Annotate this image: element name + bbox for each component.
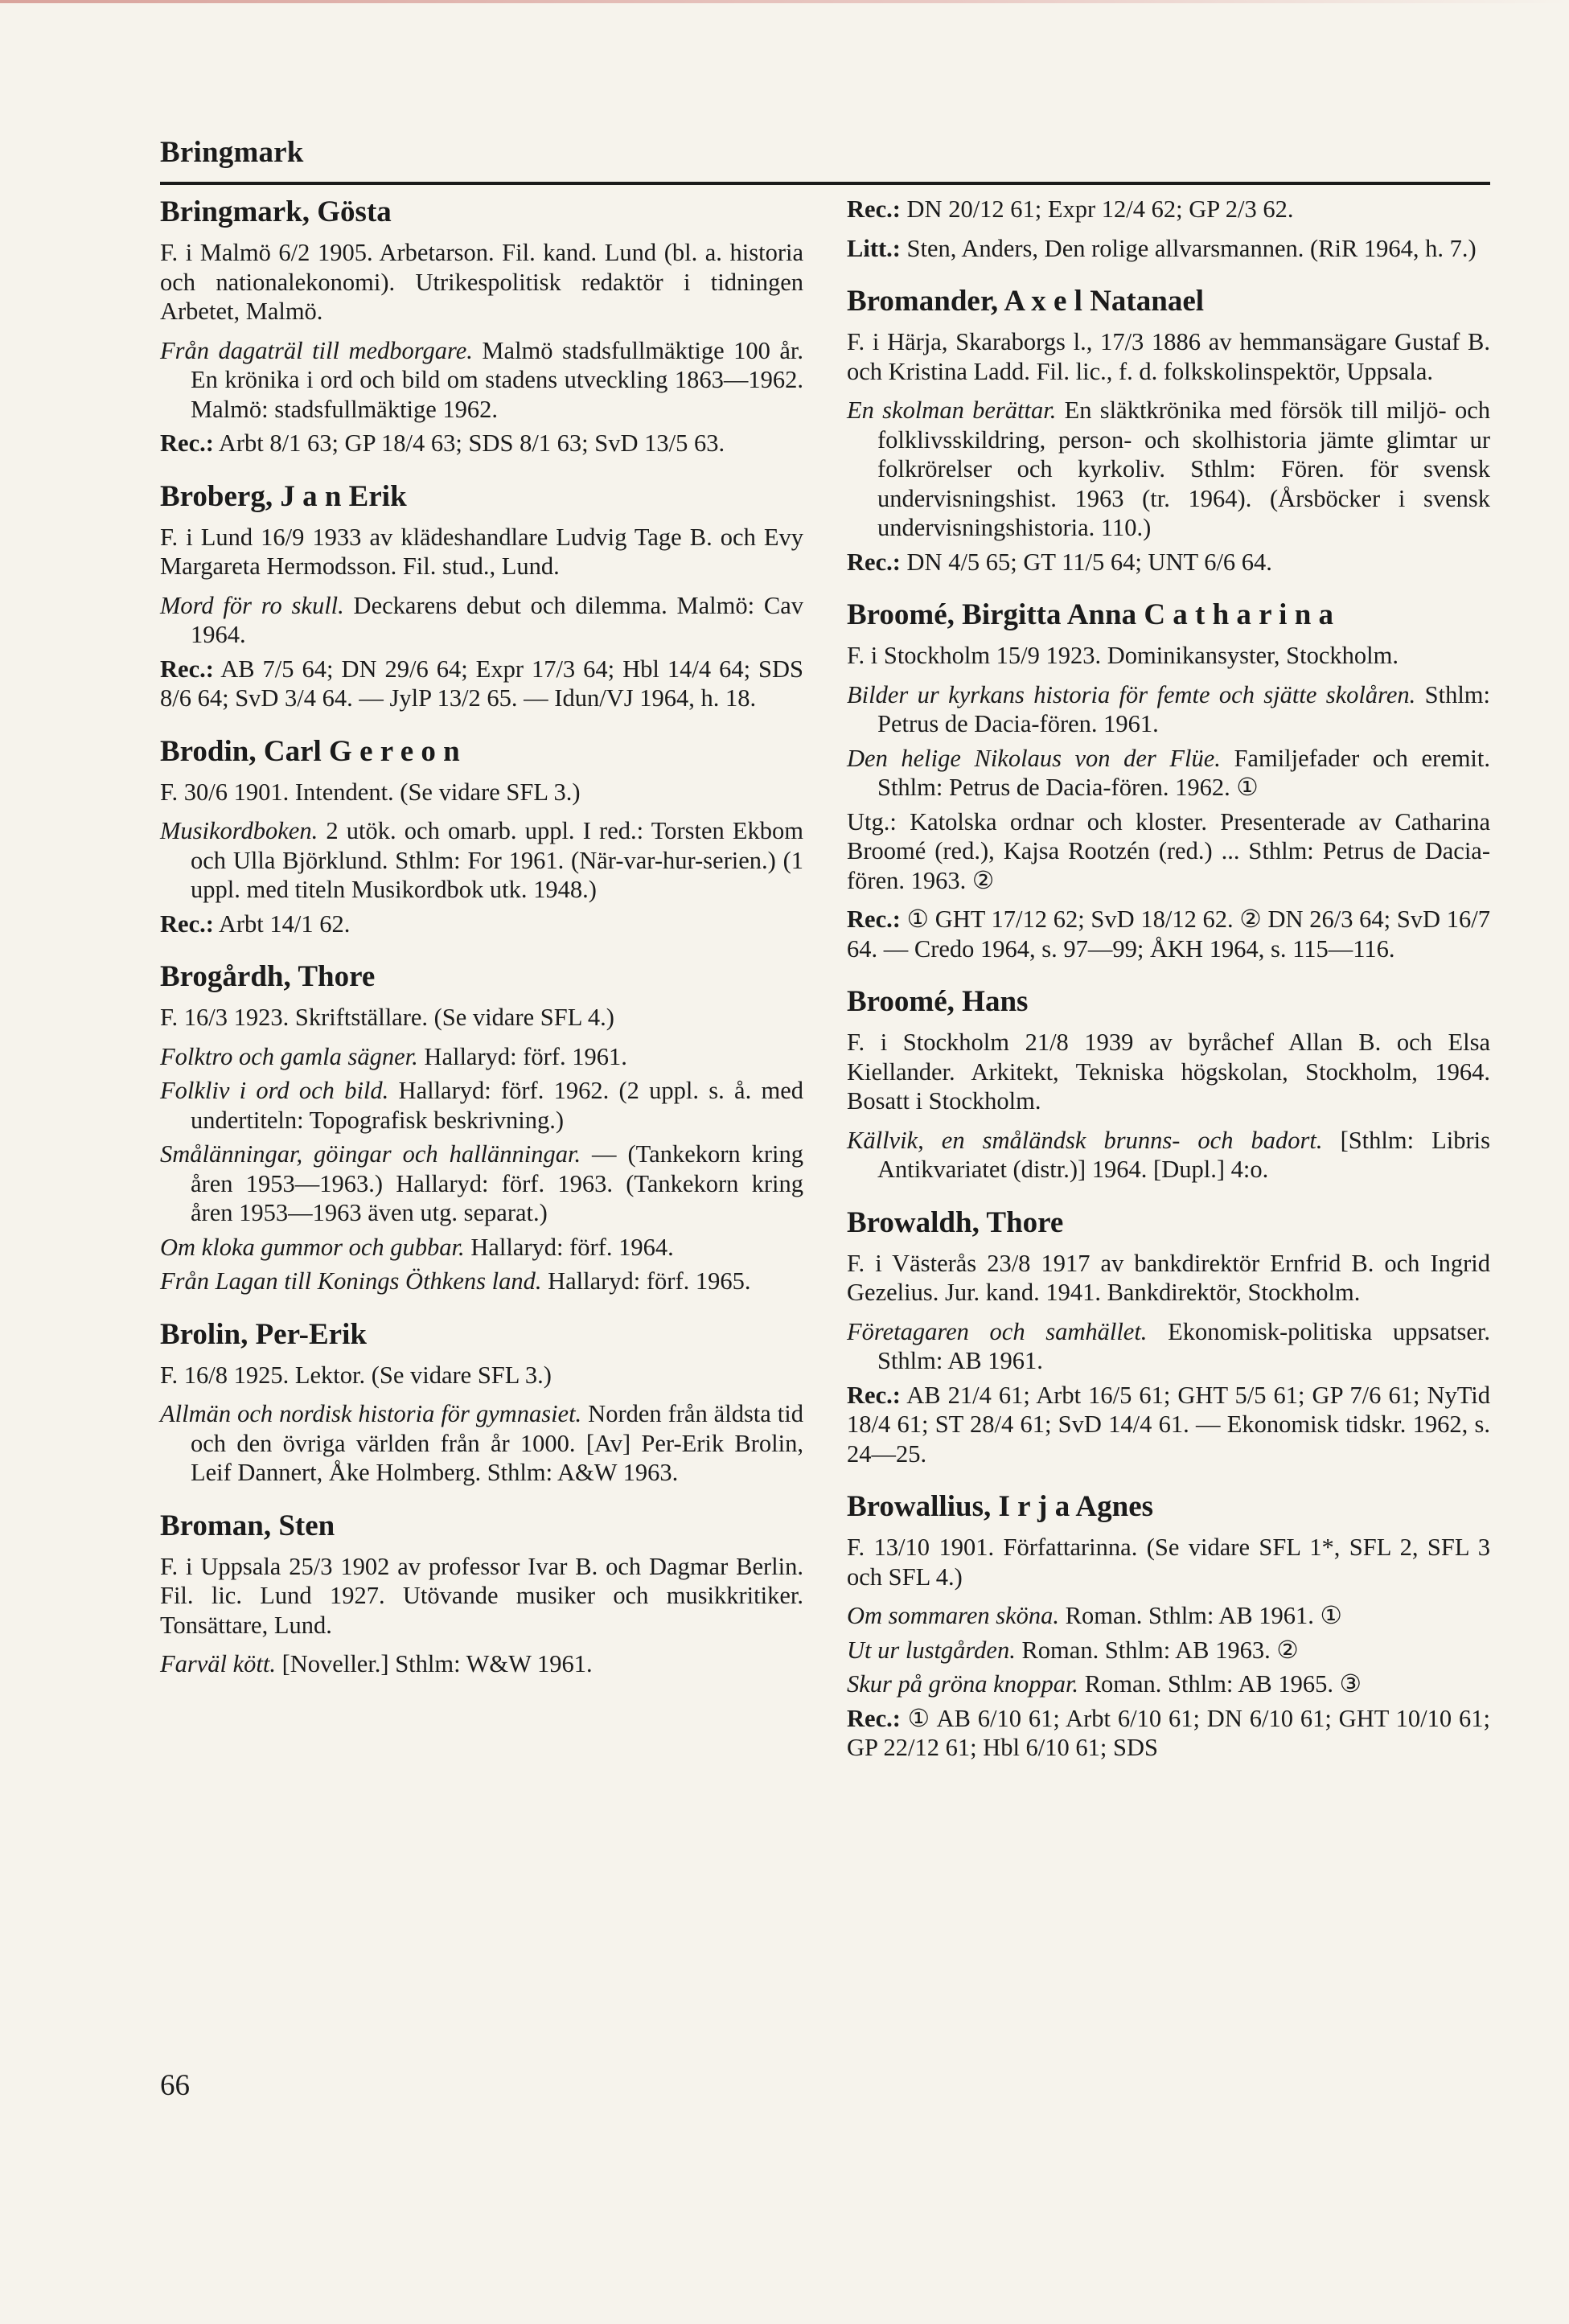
work-title: Bilder ur kyrkans historia för femte och sjätte skolåren. <box>847 680 1416 708</box>
editor-note: Utg.: Katolska ordnar och kloster. Presenterade av Catharina Broomé (red.), Kajsa Rootzén (red.) ... Sthlm: Petrus de Dacia-fören. 1963. ② <box>847 807 1490 894</box>
work-details: Norden från äldsta tid och den övriga världen från år 1000. [Av] Per-Erik Brolin, Leif Dannert, Åke Holmberg. Sthlm: A&W 1963. <box>191 1400 803 1486</box>
entry-bio: F. i Härja, Skaraborgs l., 17/3 1886 av hemmansägare Gustaf B. och Kristina Ladd. Fil. lic., f. d. folkskolinspektör, Uppsala. <box>847 328 1490 385</box>
reviews-text: ① GHT 17/12 62; SvD 18/12 62. ② DN 26/3 64; SvD 16/7 64. — Credo 1964, s. 97—99; ÅKH 1964, s. 115—116. <box>847 905 1490 963</box>
reviews <box>847 905 1490 963</box>
work-title: En skolman berättar. <box>847 396 1057 424</box>
work-title: Mord för ro skull. <box>160 591 344 619</box>
work-item <box>160 1649 803 1679</box>
reviews-label: Rec.: <box>847 1381 901 1409</box>
work-item <box>160 1399 803 1488</box>
reviews-label: Rec.: <box>160 655 214 683</box>
work-item <box>160 1233 803 1263</box>
reviews-text: AB 7/5 64; DN 29/6 64; Expr 17/3 64; Hbl 14/4 64; SDS 8/6 64; SvD 3/4 64. — JylP 13/2 65. — Idun/VJ 1964, h. 18. <box>160 655 803 712</box>
work-details: Roman. Sthlm: AB 1961. ① <box>1059 1602 1342 1629</box>
entry <box>160 959 803 1296</box>
entry-name: Bromander, A x e l Natanael <box>847 285 1205 318</box>
entry-name: Bringmark, Gösta <box>160 195 392 228</box>
work-details: Hallaryd: förf. 1962. (2 uppl. s. å. med undertiteln: Topografisk beskrivning.) <box>191 1077 804 1134</box>
entry-bio: F. i Västerås 23/8 1917 av bankdirektör Ernfrid B. och Ingrid Gezelius. Jur. kand. 1941. Bankdirektör, Stockholm. <box>847 1249 1490 1306</box>
running-head: Bringmark <box>160 136 304 169</box>
reviews <box>160 429 803 458</box>
work-title: Om sommaren sköna. <box>847 1602 1060 1629</box>
entry <box>847 195 1490 263</box>
entry <box>847 597 1490 963</box>
reviews <box>847 1381 1490 1469</box>
reviews <box>847 548 1490 577</box>
work-item <box>847 744 1490 803</box>
entry-bio: F. i Malmö 6/2 1905. Arbetarson. Fil. kand. Lund (bl. a. historia och nationalekonomi). Utrikespolitisk redaktör i tidningen Arbetet, Malmö. <box>160 239 803 325</box>
entry-name: Broomé, Birgitta Anna C a t h a r i n a <box>847 598 1334 631</box>
work-title: Företagaren och samhället. <box>847 1317 1148 1345</box>
work-title: Ut ur lustgården. <box>847 1636 1016 1664</box>
entry-bio: F. i Stockholm 21/8 1939 av byråchef Allan B. och Elsa Kiellander. Arkitekt, Tekniska högskolan, Stockholm, 1964. Bosatt i Stockholm. <box>847 1029 1490 1115</box>
reviews-label: Rec.: <box>847 195 901 223</box>
work-title: Källvik, en småländsk brunns- och badort. <box>847 1126 1323 1154</box>
work-details: [Noveller.] Sthlm: W&W 1961. <box>276 1650 593 1677</box>
work-details: En släktkrönika med försök till miljö- och folklivsskildring, person- och skolhistoria jämte glimtar ur folkrörelser och kyrkoliv. Sthlm: Fören. för svensk undervisningshist. 1963 (tr. 1964). (Årsböcker i svensk undervisningshistoria. 110.) <box>877 396 1490 541</box>
top-edge-rule <box>0 0 1569 3</box>
literature-label: Litt.: <box>847 234 901 262</box>
work-details: — (Tankekorn kring åren 1953—1963.) Hallaryd: förf. 1963. (Tankekorn kring åren 1953—1963 även utg. separat.) <box>191 1140 803 1226</box>
reviews <box>160 909 803 939</box>
entry-bio: F. 16/8 1925. Lektor. (Se vidare SFL 3.) <box>160 1361 552 1389</box>
left-column <box>160 195 803 1700</box>
work-item <box>847 1126 1490 1185</box>
work-title: Musikordboken. <box>160 817 318 844</box>
entry-bio: F. i Uppsala 25/3 1902 av professor Ivar B. och Dagmar Berlin. Fil. lic. Lund 1927. Utövande musiker och musikkritiker. Tonsättare, Lund. <box>160 1552 803 1639</box>
reviews-text: Arbt 14/1 62. <box>213 909 351 938</box>
entry-name: Broberg, J a n Erik <box>160 479 407 513</box>
work-item <box>160 816 803 905</box>
work-details: Ekonomisk-politiska uppsatser. Sthlm: AB 1961. <box>877 1317 1490 1374</box>
entry-bio: F. 13/10 1901. Författarinna. (Se vidare SFL 1*, SFL 2, SFL 3 och SFL 4.) <box>847 1534 1490 1591</box>
reviews-label: Rec.: <box>160 909 214 938</box>
reviews-label: Rec.: <box>847 905 901 933</box>
work-item <box>160 591 803 650</box>
entry-bio: F. 30/6 1901. Intendent. (Se vidare SFL 3.) <box>160 778 581 806</box>
work-item <box>847 680 1490 739</box>
entry <box>847 284 1490 577</box>
work-details: Hallaryd: förf. 1964. <box>464 1233 674 1261</box>
entry <box>160 1317 803 1488</box>
work-title: Från Lagan till Konings Öthkens land. <box>160 1267 542 1295</box>
work-item <box>160 1042 803 1072</box>
work-title: Folktro och gamla sägner. <box>160 1042 418 1070</box>
work-title: Från dagaträl till medborgare. <box>160 336 473 364</box>
entry-name: Broomé, Hans <box>847 985 1029 1018</box>
work-item <box>847 396 1490 543</box>
work-title: Folkliv i ord och bild. <box>160 1077 389 1104</box>
reviews <box>847 1704 1490 1763</box>
work-item <box>847 1317 1490 1376</box>
reviews-text: AB 21/4 61; Arbt 16/5 61; GHT 5/5 61; GP 7/6 61; NyTid 18/4 61; ST 28/4 61; SvD 14/4 61. — Ekonomisk tidskr. 1962, s. 24—25. <box>847 1381 1490 1468</box>
work-title: Farväl kött. <box>160 1650 276 1677</box>
page-number: 66 <box>160 2069 190 2102</box>
reviews-text: DN 20/12 61; Expr 12/4 62; GP 2/3 62. <box>900 195 1294 223</box>
work-item <box>160 1267 803 1296</box>
entry-bio: F. 16/3 1923. Skriftställare. (Se vidare SFL 4.) <box>160 1004 614 1031</box>
work-item <box>847 1669 1490 1699</box>
reviews <box>847 195 1490 224</box>
work-title: Smålänningar, göingar och hallänningar. <box>160 1140 581 1168</box>
entry <box>847 1489 1490 1763</box>
entry <box>160 195 803 458</box>
literature <box>847 234 1490 264</box>
work-details: Hallaryd: förf. 1961. <box>417 1042 627 1070</box>
work-details: Malmö stadsfullmäktige 100 år. En krönika i ord och bild om stadens utveckling 1863—1962. Malmö: stadsfullmäktige 1962. <box>191 336 804 423</box>
entry <box>847 1205 1490 1469</box>
reviews-text: DN 4/5 65; GT 11/5 64; UNT 6/6 64. <box>900 548 1272 576</box>
work-details: Sthlm: Petrus de Dacia-fören. 1961. <box>877 680 1490 737</box>
right-column <box>847 195 1490 1784</box>
work-item <box>847 1636 1490 1665</box>
work-item <box>160 1139 803 1228</box>
reviews-text: Arbt 8/1 63; GP 18/4 63; SDS 8/1 63; SvD 13/5 63. <box>213 429 725 457</box>
work-details: 2 utök. och omarb. uppl. I red.: Torsten Ekbom och Ulla Björklund. Sthlm: For 1961. (När-var-hur-serien.) (1 uppl. med titeln Musikordbok utk. 1948.) <box>191 817 803 903</box>
reviews-label: Rec.: <box>160 429 214 457</box>
literature-text: Sten, Anders, Den rolige allvarsmannen. (RiR 1964, h. 7.) <box>900 234 1477 262</box>
reviews-label: Rec.: <box>847 1704 901 1732</box>
entry-name: Brogårdh, Thore <box>160 960 376 993</box>
work-title: Skur på gröna knoppar. <box>847 1670 1079 1698</box>
work-item <box>847 1601 1490 1631</box>
work-details: Familjefader och eremit. Sthlm: Petrus de Dacia-fören. 1962. ① <box>877 744 1491 801</box>
entry-bio: F. i Lund 16/9 1933 av klädeshandlare Ludvig Tage B. och Evy Margareta Hermodsson. Fil. stud., Lund. <box>160 523 803 580</box>
work-details: Roman. Sthlm: AB 1965. ③ <box>1078 1670 1362 1698</box>
work-item <box>160 1076 803 1135</box>
entry-name: Brodin, Carl G e r e o n <box>160 734 460 768</box>
work-title: Om kloka gummor och gubbar. <box>160 1233 465 1261</box>
entry <box>847 984 1490 1185</box>
work-item <box>160 336 803 425</box>
entry-bio: F. i Stockholm 15/9 1923. Dominikansyster, Stockholm. <box>847 642 1399 669</box>
entry-name: Browaldh, Thore <box>847 1205 1064 1239</box>
work-details: [Sthlm: Libris Antikvariatet (distr.)] 1964. [Dupl.] 4:o. <box>877 1126 1490 1183</box>
reviews <box>160 655 803 713</box>
header-rule <box>160 182 1490 185</box>
reviews-text: ① AB 6/10 61; Arbt 6/10 61; DN 6/10 61; GHT 10/10 61; GP 22/12 61; Hbl 6/10 61; SDS <box>847 1704 1490 1761</box>
entry-name: Brolin, Per-Erik <box>160 1317 367 1351</box>
entry-name: Browallius, I r j a Agnes <box>847 1490 1154 1523</box>
entry-name: Broman, Sten <box>160 1509 335 1542</box>
work-title: Den helige Nikolaus von der Flüe. <box>847 744 1221 772</box>
reviews-label: Rec.: <box>847 548 901 576</box>
entry <box>160 734 803 939</box>
entry <box>160 479 803 713</box>
entry <box>160 1509 803 1679</box>
work-details: Roman. Sthlm: AB 1963. ② <box>1015 1636 1299 1664</box>
work-details: Hallaryd: förf. 1965. <box>541 1267 751 1295</box>
work-details: Deckarens debut och dilemma. Malmö: Cav 1964. <box>191 591 803 648</box>
work-title: Allmän och nordisk historia för gymnasiet. <box>160 1400 582 1427</box>
